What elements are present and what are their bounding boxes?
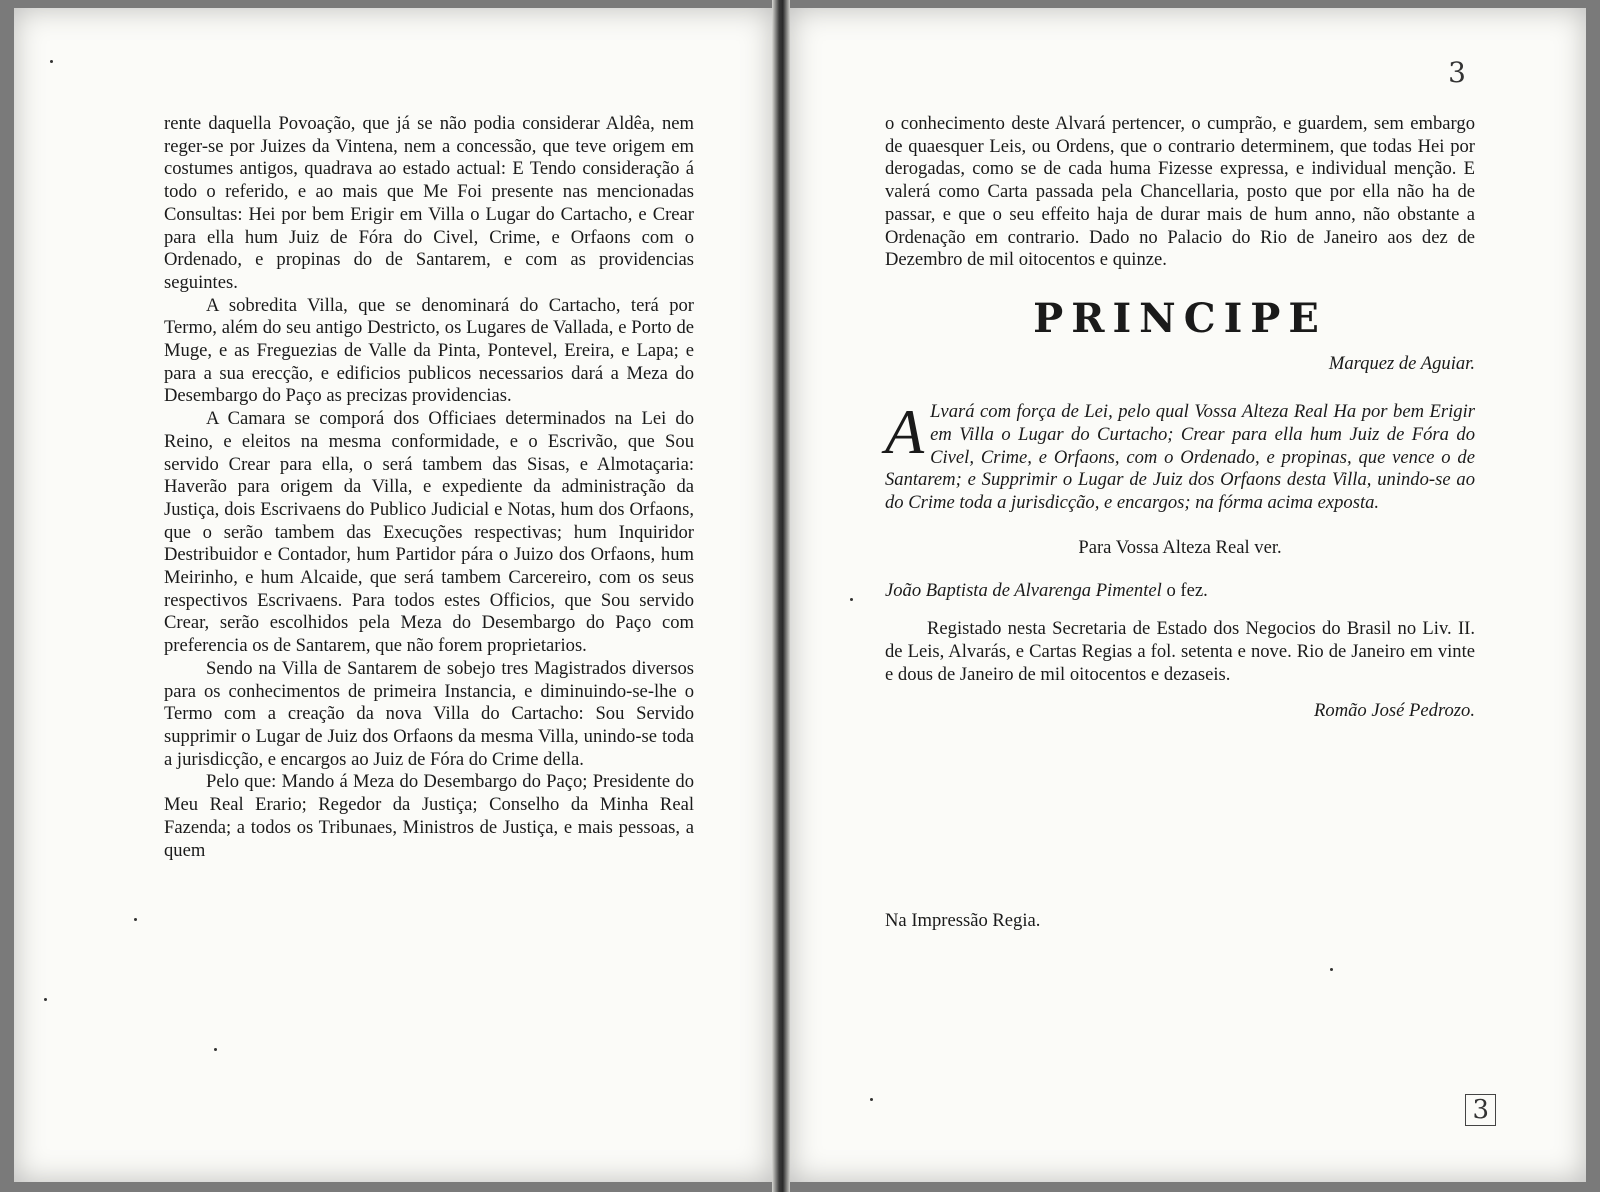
principe-heading: PRINCIPE	[1033, 294, 1327, 342]
clerk-name: João Baptista de Alvarenga Pimentel	[885, 579, 1162, 601]
left-page	[14, 8, 772, 1182]
paper-speck	[1330, 968, 1333, 971]
left-paragraph-1: rente daquella Povoação, que já se não podia considerar Aldêa, nem reger-se por Juizes da Vintena, nem a concessão, que teve origem em costumes antigos, quadrava ao estado actual: E Tendo consideração á todo o referido, e ao mais que Me Foi presente nas mencionadas Consultas: Hei por bem Erigir em Villa o Lugar do Cartacho, e Crear para ella hum Juiz de Fóra do Civel, Crime, e Orfaons com o Ordenado, e propinas do de Santarem, e com as providencias seguintes.	[164, 113, 694, 293]
summary-text: Lvará com força de Lei, pelo qual Vossa Alteza Real Ha por bem Erigir em Villa o Lugar do Curtacho; Crear para ella hum Juiz de Fóra do Civel, Crime, e Orfaons, com o Ordenado, e propinas, que vence o de Santarem; e Supprimir o Lugar de Juiz dos Orfaons desta Villa, unindo-se ao do Crime toda a jurisdicção, e encargos; na fórma acima exposta.	[885, 401, 1475, 514]
clerk-suffix: o fez.	[1161, 579, 1208, 601]
imprint-line: Na Impressão Regia.	[885, 910, 1041, 931]
clerk-line	[885, 580, 1475, 603]
right-opening-paragraph: o conhecimento deste Alvará pertencer, o cumprão, e guardem, sem embargo de quaesquer Leis, ou Ordens, que o contrario determinem, que todas Hei por derogadas, como se de cada huma Fizesse expressa, e individual menção. E valerá como Carta passada pela Chancellaria, posto que por ella não ha de passar, e que o seu effeito haja de durar mais de hum anno, não obstante a Ordenação em contrario. Dado no Palacio do Rio de Janeiro aos dez de Dezembro de mil oitocentos e quinze.	[885, 113, 1475, 271]
registrar-signature: Romão José Pedrozo.	[1314, 700, 1475, 722]
left-paragraph-4: Sendo na Villa de Santarem de sobejo tres Magistrados diversos para os conhecimentos de primeira Instancia, e diminuindo-se-lhe o Termo com a creação da nova Villa do Cartacho: Sou Servido supprimir o Lugar de Juiz dos Orfaons da mesma Villa, unindo-se toda a jurisdicção, e encargos ao Juiz de Fóra do Crime della.	[164, 657, 694, 770]
paper-speck	[134, 918, 137, 921]
minister-signature: Marquez de Aguiar.	[1328, 352, 1475, 374]
left-text-column	[164, 113, 694, 862]
summary-block	[885, 396, 1475, 515]
para-vossa-alteza: Para Vossa Alteza Real ver.	[1078, 536, 1282, 558]
paper-speck	[214, 1048, 217, 1051]
right-text-column	[885, 113, 1475, 723]
left-paragraph-2: A sobredita Villa, que se denominará do Cartacho, terá por Termo, além do seu antigo Destricto, os Lugares de Vallada, e Porto de Muge, e as Freguezias de Valle da Pinta, Pontevel, Ereira, e Lapa; e para a sua erecção, e edificios publicos necessarios dará a Meza do Desembargo do Paço as precizas providencias.	[164, 294, 694, 407]
paper-speck	[50, 60, 53, 63]
folio-number-top: 3	[1448, 56, 1466, 89]
left-paragraph-5: Pelo que: Mando á Meza do Desembargo do Paço; Presidente do Meu Real Erario; Regedor da Justiça; Conselho da Minha Real Fazenda; a todos os Tribunaes, Ministros de Justiça, e mais pessoas, a quem	[164, 771, 694, 861]
summary-drop-initial: A	[885, 396, 925, 468]
right-page	[790, 8, 1586, 1182]
paper-speck	[850, 598, 853, 601]
registry-paragraph: Registado nesta Secretaria de Estado dos Negocios do Brasil no Liv. II. de Leis, Alvarás, e Cartas Regias a fol. setenta e nove. Rio de Janeiro em vinte e dous de Janeiro de mil oitocentos e dezaseis.	[885, 618, 1475, 685]
paper-speck	[44, 998, 47, 1001]
folio-number-bottom: 3	[1465, 1094, 1496, 1126]
book-gutter	[772, 0, 790, 1192]
left-paragraph-3: A Camara se comporá dos Officiaes determinados na Lei do Reino, e eleitos na mesma conformidade, e o Escrivão, que Sou servido Crear para ella, o será tambem das Sisas, e Almotaçaria: Haverão para origem da Villa, e expediente da administração da Justiça, dois Escrivaens do Publico Judicial e Notas, hum dos Orfaons, que o serão tambem das Execuções respectivas; hum Inquiridor Destribuidor e Contador, hum Partidor pára o Juizo dos Orfaons, hum Meirinho, e hum Alcaide, que será tambem Carcereiro, com os seus respectivos Escrivaens. Para todos estes Officios, que Sou servido Crear, serão escolhidos pela Meza do Desembargo do Paço com preferencia os de Santarem, que não forem proprietarios.	[164, 408, 694, 657]
paper-speck	[870, 1098, 873, 1101]
